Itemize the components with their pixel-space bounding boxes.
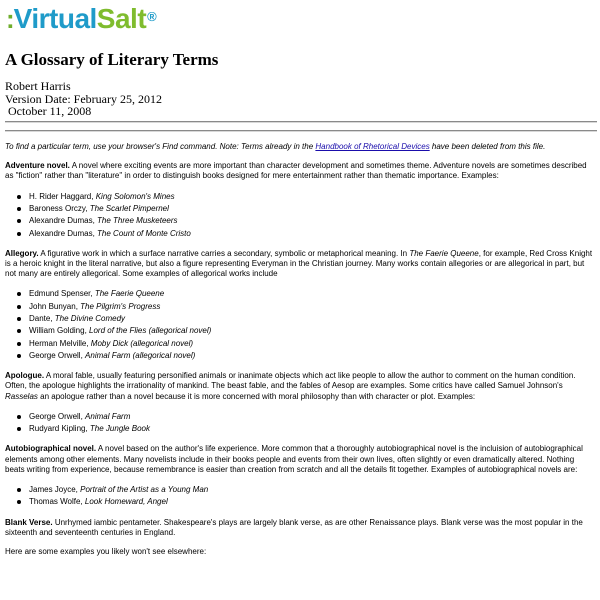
term-definition: Unrhymed iambic pentameter. Shakespeare's plays are largely blank verse, as are other Renaissance plays. Blank verse was the most popular in the sixteenth and seventeenth centuries in England.: [5, 517, 583, 537]
list-item: Alexandre Dumas, The Count of Monte Cristo: [29, 228, 595, 240]
page-title: A Glossary of Literary Terms: [5, 50, 219, 69]
list-item: Herman Melville, Moby Dick (allegorical novel): [29, 338, 595, 350]
bullet-icon: [17, 354, 21, 358]
glossary-entry-apologue: Apologue. A moral fable, usually featuring personified animals or inanimate objects which act like people to allow the author to comment on the human condition. Often, the apologue highlights the irrationality of mankind. The beast fable, and the fables of Aesop are examples. Some critics have called Samuel Johnson's Rasselas an apologue rather than a novel because it is more concerned with moral philosophy than with character or plot. Examples:: [5, 371, 576, 401]
bullet-icon: [17, 292, 21, 296]
logo-colon: :: [6, 4, 14, 34]
divider-rule: [5, 130, 597, 132]
bullet-icon: [17, 195, 21, 199]
bullet-icon: [17, 305, 21, 309]
version-date: Version Date: February 25, 2012: [5, 91, 162, 106]
list-item: William Golding, Lord of the Flies (allegorical novel): [29, 325, 595, 337]
term-definition: A novel where exciting events are more important than character development and sometimes theme. Adventure novels are sometimes described as "fiction" rather than "literature" in order to distinguish books designed for mere entertainment rather than thematic importance. Examples:: [5, 161, 587, 181]
divider-rule: [5, 121, 597, 123]
glossary-entry-autobiographical-novel: [5, 444, 595, 475]
bullet-icon: [17, 427, 21, 431]
bullet-icon: [17, 488, 21, 492]
term-heading: Allegory.: [5, 248, 39, 258]
list-item: Dante, The Divine Comedy: [29, 313, 595, 325]
bullet-icon: [17, 219, 21, 223]
examples-list: [5, 411, 595, 436]
list-item: John Bunyan, The Pilgrim's Progress: [29, 301, 595, 313]
glossary-entry-allegory: Allegory. A figurative work in which a surface narrative carries a secondary, symbolic or metaphorical meaning. In The Faerie Queene, for example, Red Cross Knight is a heroic knight in the literal narrative, but also a figure representing Everyman in the Christian journey. Many works contain allegories or are allegorical in part, but not many are entirely allegorical. Some examples of allegorical works include: [5, 248, 593, 279]
original-date: October 11, 2008: [5, 104, 92, 118]
bullet-icon: [17, 207, 21, 211]
term-definition: A novel based on the author's life experience. More common that a thoroughly autobiographical novel is the incluision of autobiographical elements among other elements. Many novelists include in their books people and events from their own lives, often slightly or even dramatically altered. Nothing beats writing from experience, because remembrance is easier than creation from scratch and all the details fit together. Examples of autobiographical novels are:: [5, 444, 583, 474]
handbook-rhetorical-devices-link[interactable]: Handbook of Rhetorical Devices: [315, 142, 430, 151]
author-name: Robert Harris: [5, 79, 71, 93]
bullet-icon: [17, 232, 21, 236]
list-item: Baroness Orczy, The Scarlet Pimpernel: [29, 203, 595, 215]
list-item: George Orwell, Animal Farm (allegorical novel): [29, 350, 595, 362]
term-heading: Autobiographical novel.: [5, 444, 97, 454]
closing-text: Here are some examples you likely won't see elsewhere:: [5, 547, 207, 556]
bullet-icon: [17, 317, 21, 321]
term-heading: Blank Verse.: [5, 517, 53, 527]
list-item: Edmund Spenser, The Faerie Queene: [29, 288, 595, 300]
list-item: George Orwell, Animal Farm: [29, 411, 595, 423]
bullet-icon: [17, 415, 21, 419]
examples-list: [5, 191, 595, 240]
logo-salt-text: Salt: [96, 3, 147, 34]
glossary-content: [5, 142, 595, 566]
bullet-icon: [17, 500, 21, 504]
document-meta: [5, 80, 162, 118]
term-heading: Apologue.: [5, 371, 45, 381]
list-item: Alexandre Dumas, The Three Musketeers: [29, 215, 595, 227]
glossary-entry-blank-verse: [5, 518, 595, 538]
list-item: Thomas Wolfe, Look Homeward, Angel: [29, 496, 595, 508]
logo-virtual-text: Virtual: [13, 3, 97, 34]
intro-note: To find a particular term, use your browser's Find command. Note: Terms already in the Handbook of Rhetorical Devices have been deleted from this file.: [5, 142, 546, 151]
virtualsalt-logo[interactable]: [6, 4, 156, 34]
registered-mark: ®: [147, 9, 157, 24]
examples-list: [5, 288, 595, 362]
list-item: Rudyard Kipling, The Jungle Book: [29, 423, 595, 435]
term-heading: Adventure novel.: [5, 161, 70, 171]
glossary-entry-adventure-novel: [5, 161, 595, 181]
bullet-icon: [17, 342, 21, 346]
list-item: James Joyce, Portrait of the Artist as a Young Man: [29, 484, 595, 496]
examples-list: [5, 484, 595, 509]
bullet-icon: [17, 329, 21, 333]
list-item: H. Rider Haggard, King Solomon's Mines: [29, 191, 595, 203]
